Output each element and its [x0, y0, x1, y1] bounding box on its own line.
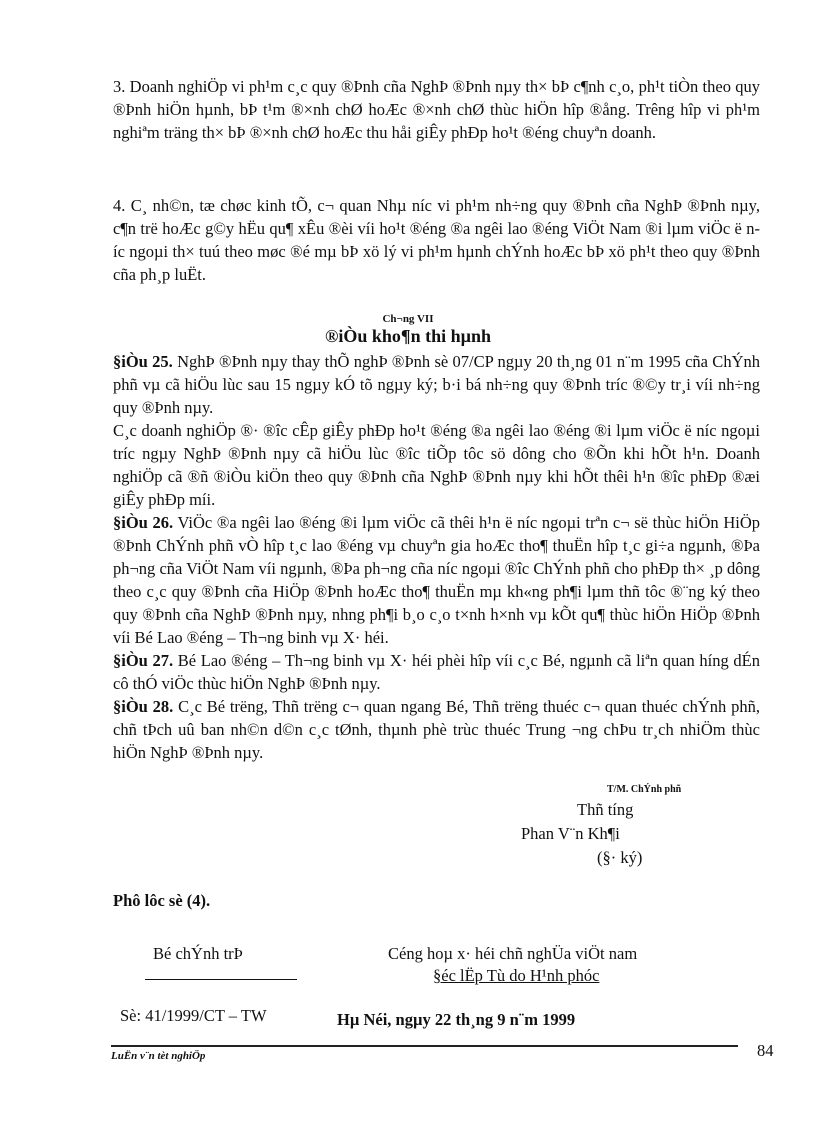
article-28 [113, 695, 760, 764]
article-25-text: NghÞ ®Þnh nµy thay thÕ nghÞ ®Þnh sè 07/CP ngµy 20 th¸ng 01 n¨m 1995 cña ChÝnh phñ vµ cã hiÖu lùc sau 15 ngµy kÓ tõ ngµy ký; b·i bá nh÷ng quy ®Þnh tríc ®©y tr¸i víi nh÷ng quy ®Þnh nµy. [113, 352, 760, 417]
document-date: Hµ Néi, ngµy 22 th¸ng 9 n¨m 1999 [337, 1010, 576, 1029]
signature-on-behalf: T/M. ChÝnh phñ [607, 784, 682, 795]
footer-label: LuËn v¨n tèt nghiÖp [111, 1050, 206, 1062]
paragraph-4-text: 4. C¸ nh©n, tæ chøc kinh tÕ, c¬ quan Nhµ níc vi ph¹m nh÷ng quy ®Þnh cña NghÞ ®Þnh nµy, c¶n trë hoÆc g©y hËu qu¶ xÊu ®èi víi ho¹t ®éng ®a ngêi lao ®éng ViÖt Nam ®i lµm viÖc ë níc ngoµi th× tuú theo møc ®é mµ bÞ xö lý vi ph¹m hµnh chÝnh hoÆc bÞ xö ph¹t theo quy ®Þnh cña ph¸p luËt. [113, 196, 760, 284]
articles-block [113, 350, 760, 764]
national-title: Céng hoµ x· héi chñ nghÜa viÖt nam [388, 944, 638, 963]
paragraph-3 [113, 75, 760, 144]
article-25-continuation: C¸c doanh nghiÖp ®· ®îc cÊp giÊy phÐp ho¹t ®éng ®a ngêi lao ®éng ®i lµm viÖc ë níc ngoµi tríc ngµy NghÞ ®Þnh nµy cã hiÖu lùc ®îc tiÕp tôc sö dông cho ®Õn khi hÕt h¹n. Doanh nghiÖp cã ®ñ ®iÒu kiÖn theo quy ®Þnh cña NghÞ ®Þnh nµy khi hÕt thêi h¹n ®îc phÐp ®æi giÊy phÐp míi. [113, 421, 760, 509]
appendix-title: Phô lôc sè (4). [113, 891, 211, 910]
national-motto: §éc lËp Tù do H¹nh phóc [433, 966, 600, 985]
footer-divider [111, 1045, 738, 1047]
article-25-label: §iÒu 25. [113, 352, 173, 371]
paragraph-3-text: 3. Doanh nghiÖp vi ph¹m c¸c quy ®Þnh cña NghÞ ®Þnh nµy th× bÞ c¶nh c¸o, ph¹t tiÒn theo quy ®Þnh hiÖn hµnh, bÞ t¹m ®×nh chØ hoÆc ®×nh chØ thùc hiÖn hîp ®ång. Trêng hîp vi ph¹m nghiªm träng th× bÞ ®×nh chØ hoÆc thu håi giÊy phÐp ho¹t ®éng chuyªn doanh. [113, 77, 760, 142]
signature-name: Phan V¨n Kh¶i [521, 824, 620, 843]
signature-signed: (§· ký) [597, 848, 643, 867]
page-number: 84 [757, 1041, 774, 1060]
article-26-text: ViÖc ®a ngêi lao ®éng ®i lµm viÖc cã thêi h¹n ë níc ngoµi trªn c¬ së thùc hiÖn HiÖp ®Þnh ChÝnh phñ vÒ hîp t¸c lao ®éng vµ chuyªn gia hoÆc tho¶ thuËn hîp t¸c gi÷a ngµnh, ®Þa ph¬ng cña ViÖt Nam víi ngµnh, ®Þa ph¬ng cña níc ngoµi ®îc ChÝnh phñ cho phÐp th× ¸p dông theo c¸c quy ®Þnh cña HiÖp ®Þnh hoÆc tho¶ thuËn mµ kh«ng ph¶i lµm thñ tôc ®¨ng ký theo quy ®Þnh cña NghÞ ®Þnh nµy, nhng ph¶i b¸o c¸o t×nh h×nh vµ kÕt qu¶ thùc hiÖn HiÖp ®Þnh víi Bé Lao ®éng – Th¬ng binh vµ X· héi. [113, 513, 760, 647]
article-27-text: Bé Lao ®éng – Th¬ng binh vµ X· héi phèi hîp víi c¸c Bé, ngµnh cã liªn quan híng dÉn cô thÓ viÖc thùc hiÖn NghÞ ®Þnh nµy. [113, 651, 760, 693]
chapter-number: Ch¬ng VII [382, 313, 434, 325]
article-26 [113, 511, 760, 649]
article-27-label: §iÒu 27. [113, 651, 174, 670]
paragraph-4 [113, 194, 760, 286]
document-number: Sè: 41/1999/CT – TW [120, 1006, 267, 1025]
article-25 [113, 350, 760, 419]
signature-role: Thñ tíng [577, 800, 634, 819]
article-28-text: C¸c Bé trëng, Thñ trëng c¬ quan ngang Bé, Thñ trëng thuéc c¬ quan thuéc chÝnh phñ, chñ tÞch uû ban nh©n d©n c¸c tØnh, thµnh phè trùc thuéc Trung ¬ng chÞu tr¸ch nhiÖm thùc hiÖn NghÞ ®Þnh nµy. [113, 697, 760, 762]
organization-underline [145, 979, 297, 980]
issuing-organization: Bé chÝnh trÞ [153, 944, 243, 963]
article-26-label: §iÒu 26. [113, 513, 174, 532]
article-27 [113, 649, 760, 695]
article-28-label: §iÒu 28. [113, 697, 174, 716]
chapter-title: ®iÒu kho¶n thi hµnh [324, 326, 492, 346]
